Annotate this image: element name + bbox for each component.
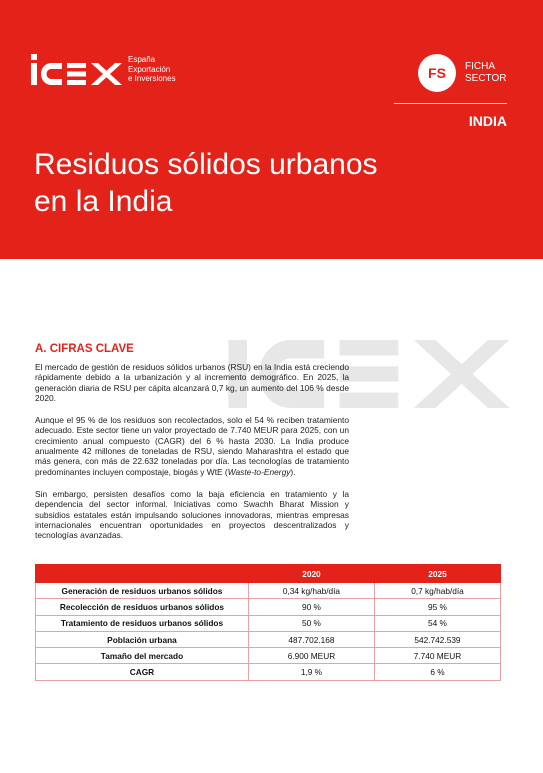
- table-header-2025: 2025: [374, 565, 500, 583]
- row-label: Recolección de residuos urbanos sólidos: [36, 599, 249, 615]
- cell-2025: 95 %: [374, 599, 500, 615]
- logo-subtitle-line: España: [128, 55, 156, 64]
- badge-label-line: FICHA: [465, 61, 495, 72]
- key-figures-section: [35, 343, 349, 552]
- table-row: [36, 583, 501, 599]
- header-banner: [0, 0, 543, 259]
- fs-badge: FS: [418, 54, 456, 92]
- row-label: Población urbana: [36, 631, 249, 647]
- table-row: [36, 599, 501, 615]
- row-label: Generación de residuos urbanos sólidos: [36, 583, 249, 599]
- key-figures-table: [35, 564, 501, 681]
- logo-subtitle-line: e Inversiones: [128, 74, 176, 83]
- cell-2025: 54 %: [374, 615, 500, 631]
- title-line: en la India: [34, 185, 173, 218]
- paragraph-1: El mercado de gestión de residuos sólidos urbanos (RSU) en la India está creciendo rápidamente debido a la urbanización y al incremento demográfico. En 2025, la generación diaria de RSU per cápita alcanzará 0,7 kg, un aumento del 106 % desde 2020.: [35, 362, 349, 403]
- cell-2020: 50 %: [248, 615, 374, 631]
- row-label: Tamaño del mercado: [36, 648, 249, 664]
- paragraph-2-text: Aunque el 95 % de los residuos son recolectados, solo el 54 % reciben tratamiento adecuado. Este sector tiene un valor proyectado de 7.740 MEUR para 2025, con un crecimiento anual compuesto (CAGR) del 6 % hasta 2030. La India produce anualmente 42 millones de toneladas de RSU, siendo Maharashtra el estado que más genera, con más de 22.632 toneladas por día. Las tecnologías de tratamiento predominantes incluyen compostaje, biogás y WtE (: [35, 415, 349, 477]
- table-header-row: [36, 565, 501, 583]
- cell-2020: 1,9 %: [248, 664, 374, 680]
- title-line: Residuos sólidos urbanos: [34, 148, 378, 181]
- country-label: INDIA: [468, 113, 507, 129]
- paragraph-2-emphasis: Waste-to-Energy: [227, 466, 291, 477]
- table-row: [36, 631, 501, 647]
- table-header-empty: [36, 565, 249, 583]
- logo-subtitle-line: Exportación: [128, 64, 171, 74]
- row-label: CAGR: [36, 664, 249, 680]
- table-header-2020: 2020: [248, 565, 374, 583]
- cell-2025: 7.740 MEUR: [374, 648, 500, 664]
- paragraph-3: Sin embargo, persisten desafíos como la baja eficiencia en tratamiento y la dependencia del sector informal. Iniciativas como Swachh Bharat Mission y subsidios estatales están impulsando soluciones innovadoras, mientras empresas internacionales encuentran oportunidades en proyectos descentralizados y tecnologías avanzadas.: [35, 488, 349, 541]
- page-title: [34, 146, 494, 220]
- paragraph-2: [35, 415, 349, 477]
- cell-2025: 6 %: [374, 664, 500, 680]
- cell-2025: 0,7 kg/hab/día: [374, 583, 500, 599]
- logo-subtitle: [128, 55, 176, 84]
- badge-label: [465, 61, 507, 85]
- icex-logo: [31, 54, 176, 86]
- cell-2020: 6.900 MEUR: [248, 648, 374, 664]
- table-row: [36, 664, 501, 680]
- header-divider: [394, 103, 507, 104]
- cell-2020: 487.702.168: [248, 631, 374, 647]
- section-heading: A. CIFRAS CLAVE: [35, 343, 134, 355]
- cell-2025: 542.742.539: [374, 631, 500, 647]
- cell-2020: 90 %: [248, 599, 374, 615]
- row-label: Tratamiento de residuos urbanos sólidos: [36, 615, 249, 631]
- badge-label-line: SECTOR: [465, 73, 507, 84]
- table-row: [36, 648, 501, 664]
- table-row: [36, 615, 501, 631]
- paragraph-2-end: ).: [290, 466, 296, 477]
- icex-wordmark-icon: [31, 54, 123, 86]
- cell-2020: 0,34 kg/hab/día: [248, 583, 374, 599]
